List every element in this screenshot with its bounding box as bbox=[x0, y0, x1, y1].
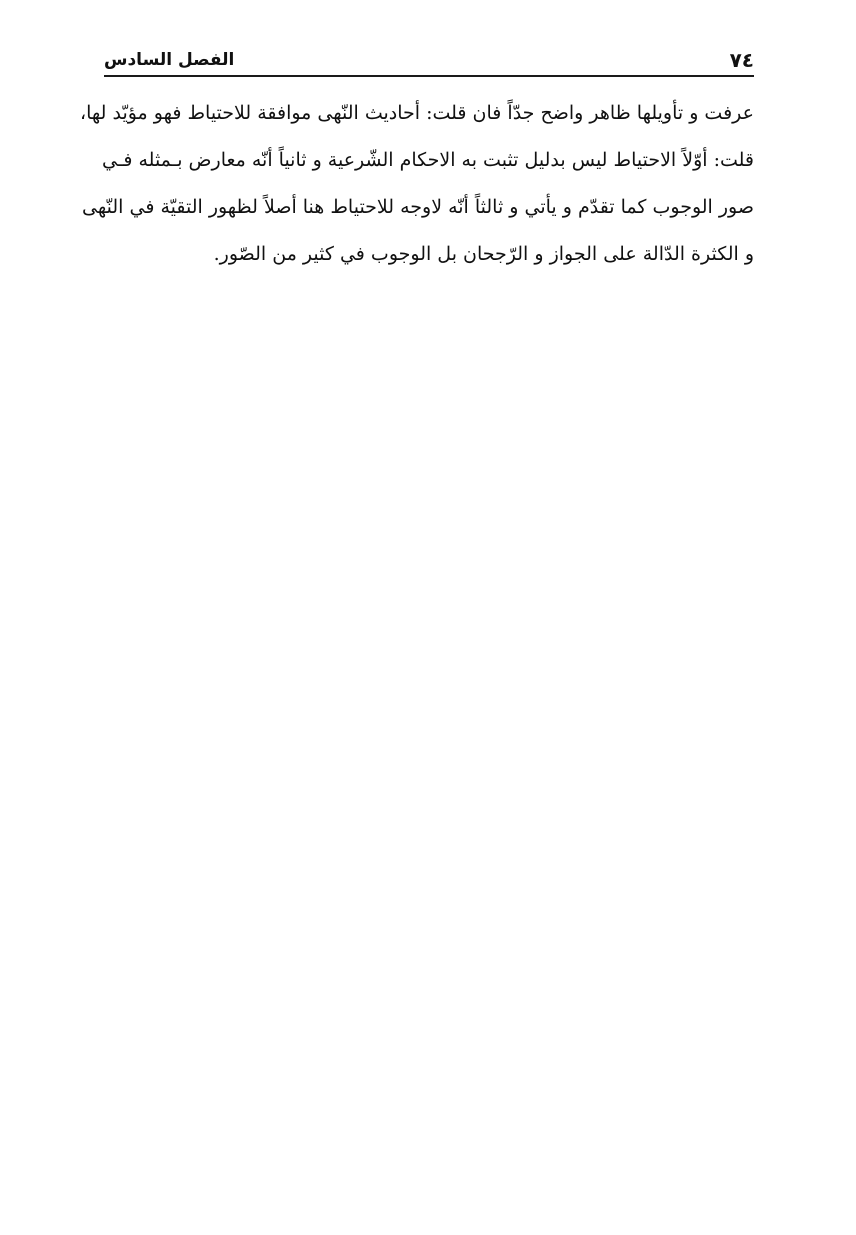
text-line: و الكثرة الدّالة على الجواز و الرّجحان بل الوجوب في كثير من الصّور. bbox=[213, 243, 754, 265]
text-line: صور الوجوب كما تقدّم و يأتي و ثالثاً أنّه لاوجه للاحتياط هنا أصلاً لظهور التقيّة في النّهى bbox=[82, 196, 754, 218]
body-paragraph bbox=[79, 90, 754, 278]
text-line: قلت: أوّلاً الاحتياط ليس بدليل تثبت به الاحكام الشّرعية و ثانياً أنّه معارض بـمثله فـي bbox=[101, 149, 754, 171]
text-line: عرفت و تأويلها ظاهر واضح جدّاً فان قلت: أحاديث النّهى موافقة للاحتياط فهو مؤيّد لها، bbox=[79, 102, 754, 124]
page-number: ٧٤ bbox=[729, 48, 754, 72]
chapter-title: الفصل السادس bbox=[104, 50, 235, 70]
header-divider bbox=[104, 75, 754, 77]
running-header bbox=[104, 44, 754, 72]
